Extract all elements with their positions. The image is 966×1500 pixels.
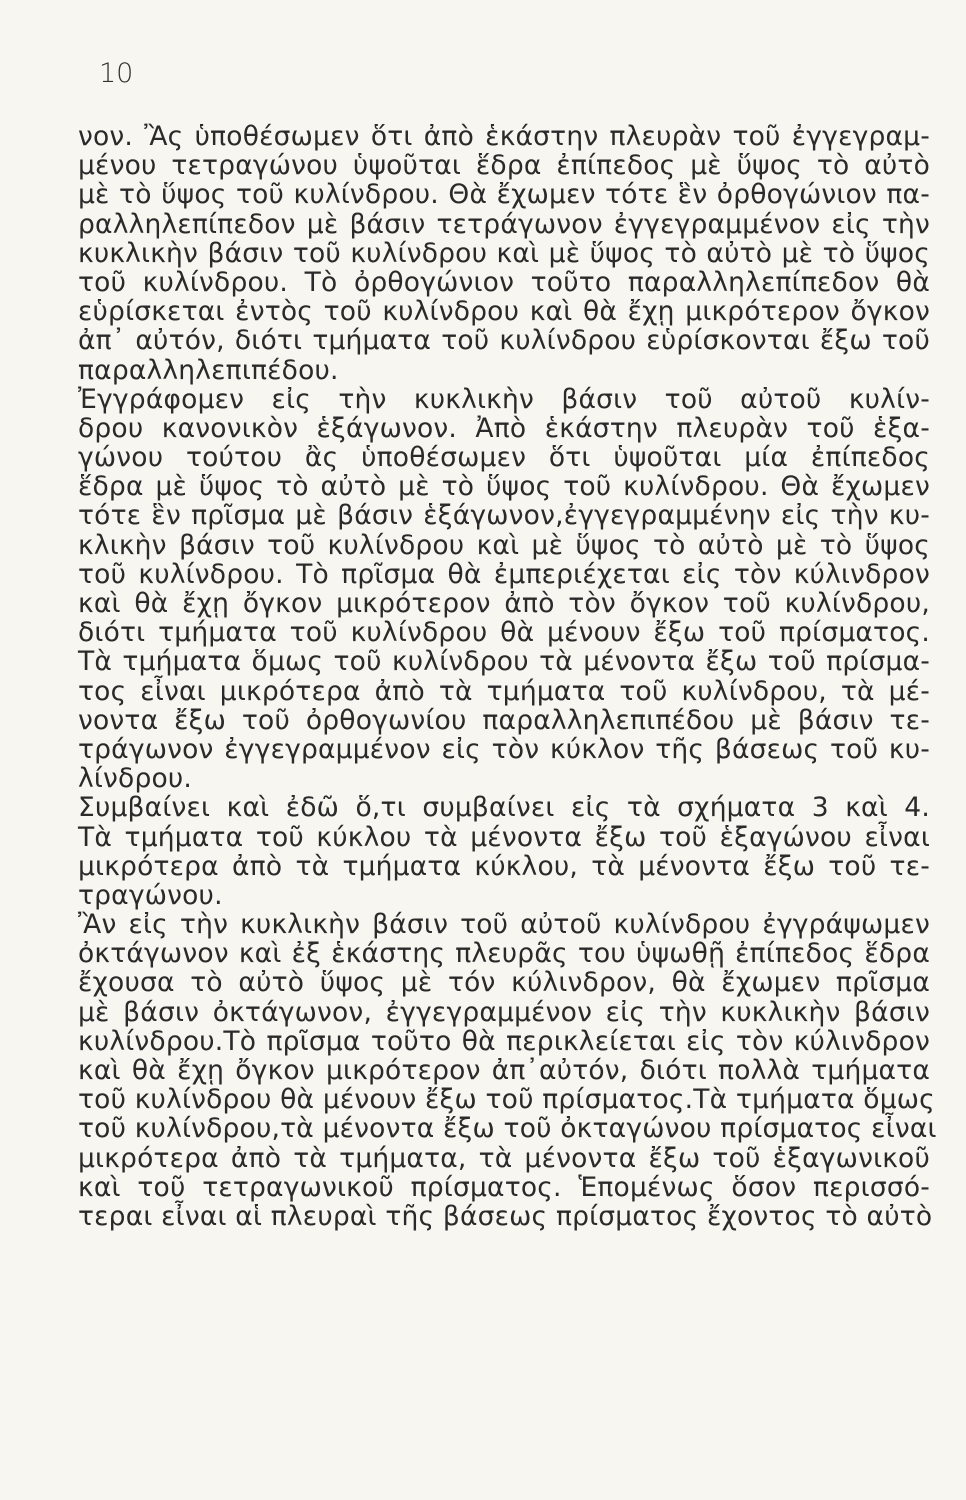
text-line: τος εἶναι μικρότερα ἀπὸ τὰ τμήματα τοῦ κυλίνδρου, τὰ μέ- xyxy=(78,675,930,707)
text-line: εὑρίσκεται ἐντὸς τοῦ κυλίνδρου καὶ θὰ ἔχῃ μικρότερον ὄγκον xyxy=(78,296,930,328)
text-line: μικρότερα ἀπὸ τὰ τμήματα κύκλου, τὰ μένοντα ἔξω τοῦ τε- xyxy=(78,850,930,882)
text-line: μένου τετραγώνου ὑψοῦται ἕδρα ἐπίπεδος μὲ ὕψος τὸ αὐτὸ xyxy=(78,150,930,182)
text-line: καὶ θὰ ἔχῃ ὄγκον μικρότερον ἀπ᾿αὐτόν, διότι πολλὰ τμήματα xyxy=(78,1055,930,1086)
text-line: δρου κανονικὸν ἑξάγωνον. Ἀπὸ ἑκάστην πλευρὰν τοῦ ἑξα- xyxy=(78,412,930,444)
body-text xyxy=(78,121,937,1232)
text-line: Ἐγγράφομεν εἰς τὴν κυκλικὴν βάσιν τοῦ αὐτοῦ κυλίν- xyxy=(78,383,930,415)
text-line: μικρότερα ἀπὸ τὰ τμήματα, τὰ μένοντα ἔξω τοῦ ἑξαγωνικοῦ xyxy=(78,1142,930,1174)
text-line: κυκλικὴν βάσιν τοῦ κυλίνδρου καὶ μὲ ὕψος τὸ αὐτὸ μὲ τὸ ὕψος xyxy=(78,237,930,269)
text-line: τοῦ κυλίνδρου θὰ μένουν ἔξω τοῦ πρίσματος.Τὰ τμήματα ὅμως xyxy=(78,1084,935,1116)
text-line: λίνδρου. xyxy=(78,763,193,795)
text-line: καὶ θὰ ἔχῃ ὄγκον μικρότερον ἀπὸ τὸν ὄγκον τοῦ κυλίνδρου, xyxy=(78,588,930,619)
text-line: παραλληλεπιπέδου. xyxy=(78,354,339,386)
text-line: διότι τμήματα τοῦ κυλίνδρου θὰ μένουν ἔξω τοῦ πρίσματος. xyxy=(78,617,930,649)
text-line: ἔχουσα τὸ αὐτὸ ὕψος μὲ τόν κύλινδρον, θὰ ἔχωμεν πρῖσμα xyxy=(78,967,930,999)
text-line: ἕδρα μὲ ὕψος τὸ αὐτὸ μὲ τὸ ὕψος τοῦ κυλίνδρου. Θὰ ἔχωμεν xyxy=(78,471,930,503)
text-line: Ἂν εἰς τὴν κυκλικὴν βάσιν τοῦ αὐτοῦ κυλίνδρου ἐγγράψωμεν xyxy=(78,909,930,941)
text-line: μὲ βάσιν ὀκτάγωνον, ἐγγεγραμμένον εἰς τὴν κυκλικὴν βάσιν xyxy=(78,996,930,1028)
page-number: 10 xyxy=(99,58,134,89)
text-line: τράγωνον ἐγγεγραμμένον εἰς τὸν κύκλον τῆς βάσεως τοῦ κυ- xyxy=(78,733,930,765)
text-line: νον. Ἂς ὑποθέσωμεν ὅτι ἀπὸ ἑκάστην πλευρὰν τοῦ ἐγγεγραμ- xyxy=(78,121,930,152)
text-line: μὲ τὸ ὕψος τοῦ κυλίνδρου. Θὰ ἔχωμεν τότε ἓν ὀρθογώνιον πα- xyxy=(78,179,930,211)
text-line: τοῦ κυλίνδρου. Τὸ ὀρθογώνιον τοῦτο παραλληλεπίπεδον θὰ xyxy=(78,266,930,298)
text-line: καὶ τοῦ τετραγωνικοῦ πρίσματος. Ἑπομένως ὅσον περισσό- xyxy=(78,1171,930,1203)
text-line: Τὰ τμήματα τοῦ κύκλου τὰ μένοντα ἔξω τοῦ ἑξαγώνου εἶναι xyxy=(78,821,930,853)
text-line: τραγώνου. xyxy=(78,879,223,911)
text-line: ὀκτάγωνον καὶ ἐξ ἑκάστης πλευρᾶς του ὑψωθῇ ἐπίπεδος ἕδρα xyxy=(78,938,930,970)
text-line: νοντα ἔξω τοῦ ὀρθογωνίου παραλληλεπιπέδου μὲ βάσιν τε- xyxy=(78,704,930,736)
text-line: κυλίνδρου.Τὸ πρῖσμα τοῦτο θὰ περικλείεται εἰς τὸν κύλινδρον xyxy=(78,1025,930,1057)
text-line: τοῦ κυλίνδρου. Τὸ πρῖσμα θὰ ἐμπεριέχεται εἰς τὸν κύλινδρον xyxy=(78,558,930,590)
text-line: τότε ἓν πρῖσμα μὲ βάσιν ἑξάγωνον,ἐγγεγραμμένην εἰς τὴν κυ- xyxy=(78,500,930,532)
text-line: γώνου τούτου ἂς ὑποθέσωμεν ὅτι ὑψοῦται μία ἐπίπεδος xyxy=(78,442,930,474)
text-line: τεραι εἶναι αἱ πλευραὶ τῆς βάσεως πρίσματος ἔχοντος τὸ αὐτὸ xyxy=(78,1200,933,1232)
text-line: ἀπ᾿ αὐτόν, διότι τμήματα τοῦ κυλίνδρου εὑρίσκονται ἔξω τοῦ xyxy=(78,325,930,357)
text-line: Συμβαίνει καὶ ἐδῶ ὅ,τι συμβαίνει εἰς τὰ σχήματα 3 καὶ 4. xyxy=(78,792,930,824)
text-line: ραλληλεπίπεδον μὲ βάσιν τετράγωνον ἐγγεγραμμένον εἰς τὴν xyxy=(78,208,930,240)
text-line: τοῦ κυλίνδρου,τὰ μένοντα ἔξω τοῦ ὀκταγώνου πρίσματος εἶναι xyxy=(78,1113,937,1145)
text-line: Τὰ τμήματα ὅμως τοῦ κυλίνδρου τὰ μένοντα ἔξω τοῦ πρίσμα- xyxy=(78,646,930,678)
text-line: κλικὴν βάσιν τοῦ κυλίνδρου καὶ μὲ ὕψος τὸ αὐτὸ μὲ τὸ ὕψος xyxy=(78,529,930,561)
